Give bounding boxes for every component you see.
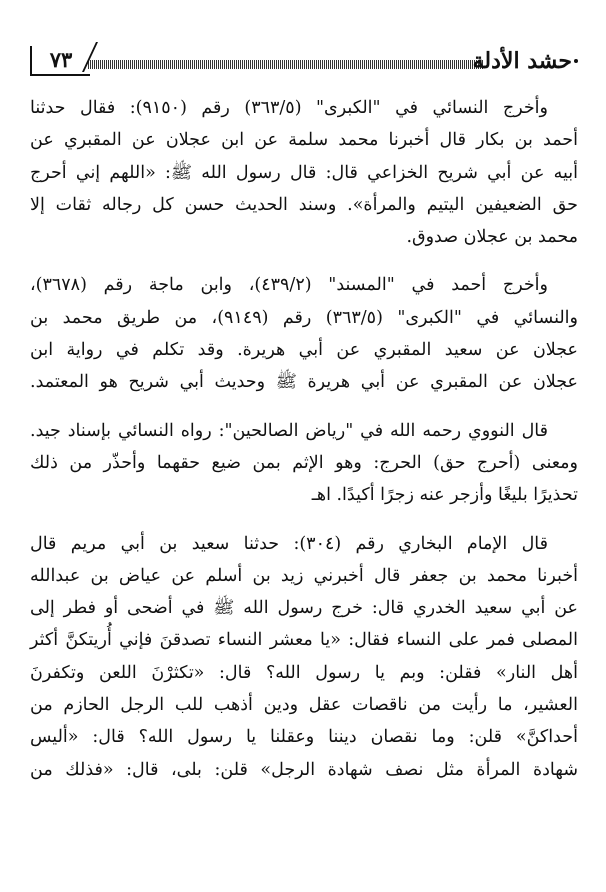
text-line: أحمد بن بكار قال أخبرنا محمد سلمة عن ابن عجلان عن المقبري عن <box>30 130 578 151</box>
page-number: ٧٣ <box>30 46 90 76</box>
text-line: والنسائي في "الكبرى" (٣٦٣/٥) رقم (٩١٤٩)، من طريق محمد بن <box>30 307 578 328</box>
text-line: المصلى فمر على النساء فقال: «يا معشر النساء تصدقنَ فإني أُريتكنَّ أكثر <box>30 630 578 651</box>
page-header <box>30 46 572 76</box>
text-line: وأخرج أحمد في "المسند" (٤٣٩/٢)، وابن ماجة رقم (٣٦٧٨)، <box>30 275 548 296</box>
margin-mark <box>574 59 578 63</box>
text-line: أبيه عن أبي شريح الخزاعي قال: قال رسول الله ﷺ: «اللهم إني أحرج <box>30 162 578 183</box>
text-line: أخبرنا محمد بن جعفر قال أخبرني زيد بن أسلم عن عياض بن عبدالله <box>30 565 578 586</box>
paragraph <box>30 269 578 398</box>
paragraph <box>30 528 578 786</box>
text-line: عجلان عن سعيد المقبري عن أبي هريرة. وقد تكلم في رواية ابن <box>30 340 578 361</box>
text-line: محمد بن عجلان صدوق. <box>406 227 578 248</box>
text-line: قال الإمام البخاري رقم (٣٠٤): حدثنا سعيد بن أبي مريم قال <box>30 533 548 554</box>
text-line: شهادة المرأة مثل نصف شهادة الرجل» قلن: بلى، قال: «فذلك من <box>30 759 578 780</box>
paragraph <box>30 415 578 512</box>
text-line: العشير، ما رأيت من ناقصات عقل ودين أذهب للب الرجل الحازم من <box>30 695 578 716</box>
text-line: قال النووي رحمه الله في "رياض الصالحين": رواه النسائي بإسناد جيد. <box>30 420 548 441</box>
text-line: أهل النار» فقلن: وبم يا رسول الله؟ قال: «تكثرْنَ اللعن وتكفرنَ <box>30 662 578 683</box>
running-title: حشد الأدلة <box>472 48 572 74</box>
text-line: عن أبي سعيد الخدري قال: خرج رسول الله ﷺ في أضحى أو فطر إلى <box>30 598 578 619</box>
text-line: حق الضعيفين اليتيم والمرأة». وسند الحديث حسن كل رجاله ثقات إلا <box>30 194 578 215</box>
text-line: ومعنى (أحرج حق) الحرج: وهو الإثم بمن ضيع حقهما وأحذّر من ذلك <box>30 452 578 473</box>
paragraph <box>30 92 578 253</box>
text-line: وأخرج النسائي في "الكبرى" (٣٦٣/٥) رقم (٩١٥٠): فقال حدثنا <box>30 98 548 118</box>
text-line: تحذيرًا بليغًا وأزجر عنه زجرًا أكيدًا. اهـ <box>311 485 578 506</box>
text-line: عجلان عن المقبري عن أبي هريرة ﷺ وحديث أبي شريح هو المعتمد. <box>30 372 578 393</box>
header-rule <box>88 60 484 69</box>
text-line: أحداكنَّ» قلن: وما نقصان ديننا وعقلنا يا رسول الله؟ قال: «أليس <box>30 727 578 748</box>
page-body <box>30 92 578 786</box>
